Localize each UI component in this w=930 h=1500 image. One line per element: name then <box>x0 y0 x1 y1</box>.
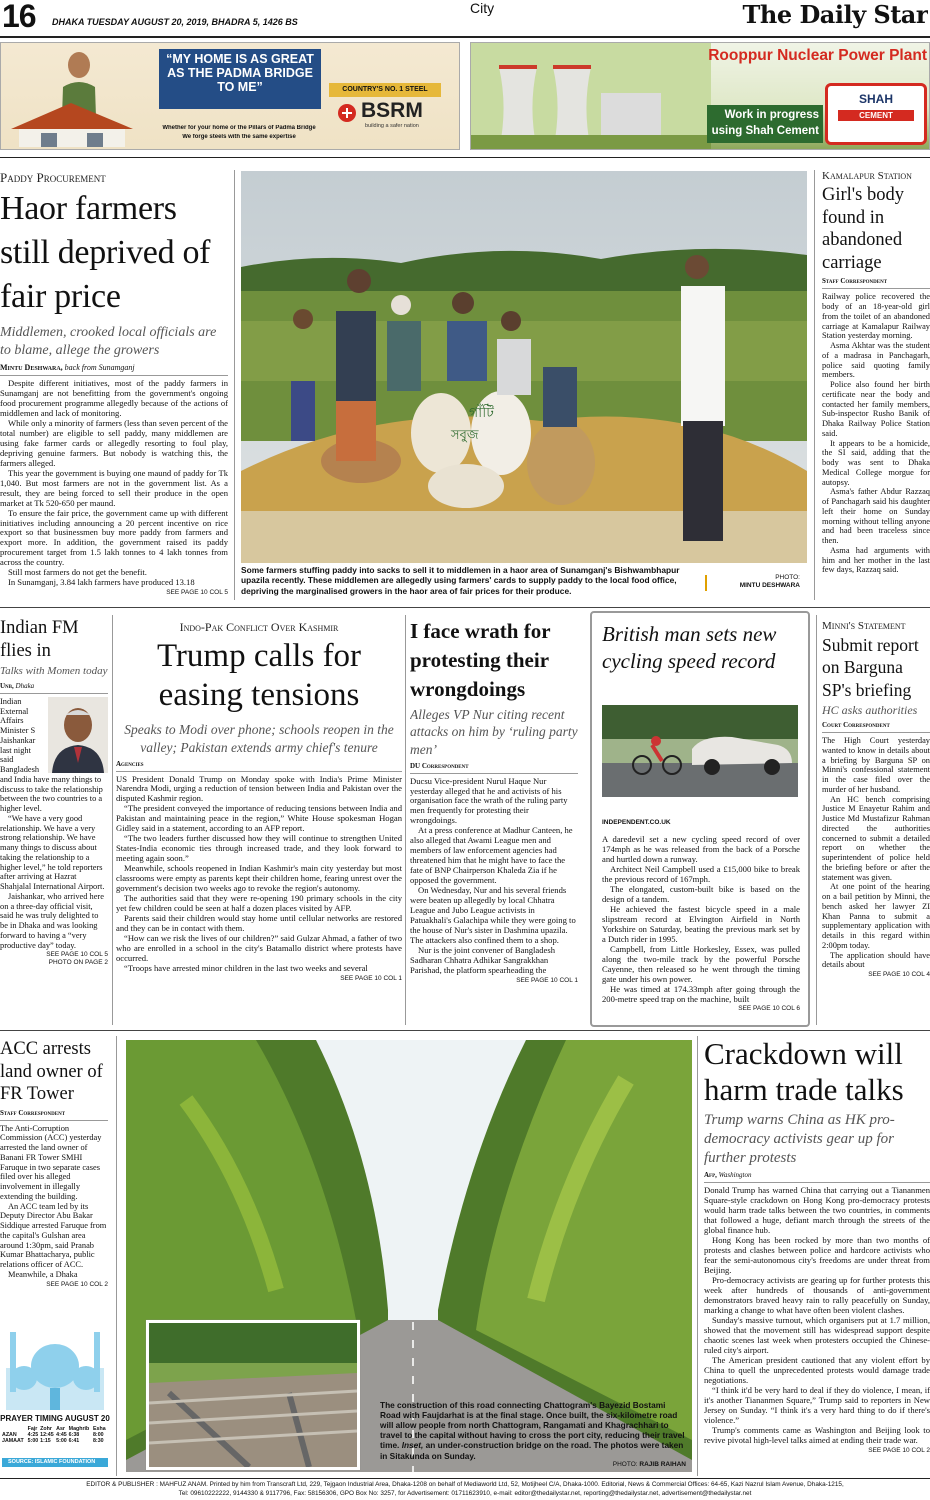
crackdown-para: “I think it'd be very hard to deal if they do violence, I mean, if it's another Tiananmen Square,” Trump said to reporters in New Jersey on Sunday. “I think it's a very hard thing to do if there's violence.” <box>704 1384 930 1425</box>
haor-para: In Sunamganj, 3.84 lakh farmers have produced 13.18 <box>8 577 195 588</box>
prayer-cell: 4:45 <box>56 1432 67 1438</box>
girl-story <box>822 170 930 602</box>
paddy-photo <box>241 171 807 563</box>
haor-para: While only a minority of farmers (less than seven percent of the total number) are eligible to sell paddy, many middlemen are using fake farmer cards or allegedly resorting to foul play, depriving genuine farmers. But nobody is watching this, the farmers alleged. <box>0 417 228 468</box>
nur-deck: Alleges VP Nur citing recent attacks on him by ‘ruling party men’ <box>410 706 578 757</box>
acc-para: The Anti-Corruption Commission (ACC) yesterday arrested the land owner of Banani FR Tower SMHI Faruque in two separate cases filed over his alleged involvement in illegally extending the building. <box>0 1123 102 1201</box>
road-credit-name: RAJIB RAIHAN <box>639 1461 686 1468</box>
crackdown-para: Pro-democracy activists are gearing up for further protests this week after hundreds of thousands of anti-government demonstrators braved heavy rain to rally peacefully on Sunday, marking a change to what have often been violent clashes. <box>704 1275 930 1316</box>
fm-rule <box>0 693 108 694</box>
prayer-cell: 1:15 <box>40 1438 51 1444</box>
haor-story <box>0 170 228 600</box>
nur-para: Ducsu Vice-president Nurul Haque Nur yesterday alleged that he and activists of his organisation face the wrath of the ruling party men frequently for protesting their wrongdoings. <box>410 775 568 826</box>
main-photo-caption: Some farmers stuffing paddy into sacks to sell it to middlemen in a haor area of Sunamganj's Bishwambhapur upazila recently. These middlemen are allegedly using farmers' cards to supply paddy to the local food office, depriving the marginalised growers in the haor area of fair prices for their produce. <box>241 565 680 596</box>
nur-story <box>410 617 578 1025</box>
bsrm-ad-slogan-box <box>159 49 321 109</box>
crackdown-para: The American president cautioned that any violent effort by China to quell the unprecedented protests would damage trade negotiations. <box>704 1354 930 1385</box>
haor-deck: Middlemen, crooked local officials are to blame, allege the growers <box>0 324 217 358</box>
girl-headline: Girl's body found in abandoned carriage <box>822 185 904 273</box>
minni-para: The High Court yesterday wanted to know in details about a briefing by Barguna SP on Minni's confessional statement in the case filed over the murder of her husband. <box>822 736 930 794</box>
fm-deck: Talks with Momen today <box>0 665 108 678</box>
acc-see-page: SEE PAGE 10 COL 2 <box>46 1280 108 1288</box>
fm-byline: Unb, Dhaka <box>0 681 35 690</box>
trump-para: Meanwhile, schools reopened in Indian Kashmir's main city yesterday but most classrooms were empty as parents kept their children home, fearing unrest over the government's decision two weeks ago to revoke the region's autonomy. <box>116 863 402 894</box>
acc-byline: Staff Correspondent <box>0 1108 66 1117</box>
power-plant-graphic <box>471 43 711 150</box>
fm-see-page: SEE PAGE 10 COL 5 <box>46 951 108 959</box>
trump-see-page: SEE PAGE 10 COL 1 <box>340 974 402 982</box>
prayer-cell: 8:30 <box>92 1438 104 1444</box>
minni-headline: Submit report on Barguna SP's briefing <box>822 635 919 700</box>
prayer-cell: 6:41 <box>68 1438 80 1444</box>
cycle-body <box>602 835 800 1012</box>
prayer-cell: 6:38 <box>68 1432 80 1438</box>
crackdown-story <box>704 1036 930 1476</box>
lower-rule <box>0 1030 930 1031</box>
nur-headline: I face wrath for protesting their wrongdoings <box>410 619 551 701</box>
nur-rule <box>410 773 578 774</box>
fm-headline: Indian FM flies in <box>0 618 79 661</box>
girl-rule <box>822 288 930 289</box>
minni-para: An HC bench comprising Justice M Enayetur Rahim and Justice Md Mustafizur Rahman directed the authorities concerned to submit a detailed report on whether the superintendent of police held the briefing before or after the statement was given. <box>822 794 930 882</box>
prayer-source: SOURCE: ISLAMIC FOUNDATION <box>2 1458 108 1467</box>
sack-text-2: সবুজ <box>451 428 479 443</box>
girl-para: It appears to be a homicide, the SI said, adding that the body was sent to Dhaka Medical College morgue for autopsy. <box>822 438 930 487</box>
haor-byline: Mintu Deshwara, back from Sunamganj <box>0 362 135 372</box>
acc-para: An ACC team led by its Deputy Director Abu Bakar Siddique arrested Faruque from the capital's Gulshan area around 1:30pm, said Pranab Kumar Bhattacharya, public relations officer of ACC. <box>0 1201 107 1270</box>
prayer-header-cell: Esha <box>92 1426 106 1432</box>
prayer-box <box>0 1318 110 1468</box>
prayer-cell: AZAN <box>2 1432 17 1438</box>
girl-byline: Staff Correspondent <box>822 277 888 286</box>
prayer-cell: 5:00 <box>56 1438 67 1444</box>
shah-logo-top: SHAH <box>858 92 893 106</box>
bsrm-ad-footnote-2: We forge steels with the same expertise <box>182 134 296 140</box>
masthead-logo: The Daily Star <box>742 0 928 29</box>
road-inset-photo <box>146 1320 360 1470</box>
girl-para: Asma Akhtar was the student of a madrasa in Panchagarh, police said quoting family members. <box>822 341 930 380</box>
girl-para: Asma's father Abdur Razzaq of Panchagarh said his daughter left their home on Sunday morning without telling anyone and had been traceless since then. <box>822 487 930 545</box>
haor-kicker: Paddy Procurement <box>0 170 106 185</box>
bsrm-ad <box>0 42 460 150</box>
nur-byline: DU Correspondent <box>410 761 469 770</box>
trump-headline: Trump calls for easing tensions <box>156 638 362 713</box>
cycle-see-page: SEE PAGE 10 COL 6 <box>738 1005 800 1013</box>
prayer-cell: 4:25 <box>27 1432 39 1438</box>
road-credit-label: PHOTO: <box>612 1461 638 1468</box>
bsrm-ad-brand: BSRM <box>361 99 423 122</box>
footer-rule <box>0 1478 930 1479</box>
col-rule <box>816 615 817 1025</box>
haor-byline-place: back from Sunamganj <box>64 362 135 372</box>
minni-kicker: Minni's Statement <box>822 620 906 632</box>
acc-para: Meanwhile, a Dhaka <box>8 1269 78 1279</box>
haor-para: To ensure the fair price, the government came up with different initiatives including announcing a 20 percent incentive on rice export so that businessmen buy more paddy from farmers and export more. In addition, the government raised its paddy procurement target from 1.5 lakh tonnes to 4 lakh tonnes from across the country. <box>0 507 228 568</box>
minni-rule <box>822 732 930 733</box>
prayer-header-cell: Maghrib <box>68 1426 90 1432</box>
haor-byline-name: Mintu Deshwara <box>0 362 61 372</box>
prayer-table <box>2 1426 108 1444</box>
minni-byline: Court Correspondent <box>822 721 890 730</box>
girl-kicker: Kamalapur Station <box>822 170 912 182</box>
acc-headline: ACC arrests land owner of FR Tower <box>0 1039 103 1105</box>
minni-see-page: SEE PAGE 10 COL 4 <box>868 971 930 979</box>
col-rule <box>814 170 815 600</box>
trump-para: “The two leaders further discussed how they will continue to strengthen United States-India economic ties through increased trade, and they look forward to meeting again soon.” <box>116 833 402 864</box>
bsrm-ad-house-graphic <box>1 89 141 147</box>
acc-rule <box>0 1120 108 1121</box>
trump-para: “Troops have arrested minor children in the last two weeks and several <box>124 962 368 973</box>
minni-para: At one point of the hearing on a bail petition by Minni, the bench asked her lawyer ZI Khan Panna to submit a supplementary application with details in this regard within 2:00pm today. <box>822 882 930 950</box>
minni-story <box>822 620 930 1025</box>
fm-photo-note: PHOTO ON PAGE 2 <box>48 959 108 967</box>
bsrm-ad-badge: COUNTRY'S NO. 1 STEEL <box>329 83 441 97</box>
fm-photo <box>48 697 108 773</box>
trump-para: “The president conveyed the importance of reducing tensions between India and Pakistan and maintaining peace in the region,” White House spokesman Hogan Gidley said in a statement, according to an AFP report. <box>116 803 402 834</box>
haor-see-page: SEE PAGE 10 COL 5 <box>166 589 228 597</box>
main-photo-credit-label: PHOTO: <box>775 574 800 581</box>
trump-rule <box>116 771 402 772</box>
bsrm-ad-brand-tag: building a safer nation <box>365 123 419 129</box>
fm-byline-place: Dhaka <box>15 681 35 690</box>
nur-para: On Wednesday, Nur and his several friends were beaten up allegedly by local Chhatra League and Jubo League activists in Patuakhali's Galachipa while they were going to the house of Nur's sister in Dashmina upazila. The attackers also confined them to a shop. <box>410 885 576 946</box>
road-caption-main: The construction of this road connecting Chattogram's Bayezid Bostami Road with Faujdarhat is at the final stage. Once built, the six-kilometre road will allow people from north Chattogram, Rangamati and Khagrachhari to travel to the capital without having to cross the port city, reducing their travel time. <box>380 1400 685 1451</box>
minni-para: The application should have details about <box>822 950 930 970</box>
trump-byline: Agencies <box>116 759 144 768</box>
cycle-para: He achieved the fastest bicycle speed in a male slipstream record at Elvington Airfield in North Yorkshire on Saturday, beating the previous mark set by a Dutch rider in 1995. <box>602 903 800 944</box>
page-header <box>0 0 930 38</box>
prayer-cell: 5:00 <box>27 1438 39 1444</box>
header-rule <box>0 36 930 38</box>
crackdown-deck: Trump warns China as HK pro-democracy activists gear up for further protests <box>704 1111 895 1167</box>
road-caption-inset: an under-construction bridge on the road. The photos were taken in Sitakunda on Sunday. <box>380 1440 684 1461</box>
fm-para: “We have a very good relationship. We have a very strong relationship. We have many things to discuss about taking the relationship to a higher level,” he told reporters after arriving at Hazrat Shahjalal International Airport. <box>0 813 105 892</box>
haor-para: Still most farmers do not get the benefit. <box>8 567 147 578</box>
road-caption-inset-label: Inset, <box>401 1440 424 1451</box>
shah-ad-line-2: using Shah Cement <box>711 125 819 137</box>
shah-ad-title: Rooppur Nuclear Power Plant <box>708 47 927 64</box>
crackdown-byline: Afp, Washington <box>704 1171 752 1180</box>
col-rule <box>405 615 406 1025</box>
prayer-header-cell: Asr <box>56 1426 65 1432</box>
crackdown-para: Sunday's massive turnout, which organisers put at 1.7 million, showed that the movement still has widespread support despite chaotic scenes last week when protesters occupied the Chinese-ruled city's airport. <box>704 1315 930 1355</box>
acc-story <box>0 1038 108 1313</box>
fm-lead: Indian External Affairs Minister S Jaishankar last night said Bangladesh and India have many things to discuss to take the relationship between the two countries to a higher level. <box>0 696 103 814</box>
mosque-icon <box>6 1318 104 1410</box>
prayer-cell: JAMAAT <box>2 1438 24 1444</box>
prayer-title: PRAYER TIMING AUGUST 20 <box>0 1414 110 1423</box>
cycle-para: Architect Neil Campbell used a £15,000 bike to break the previous record of 167mph. <box>602 863 800 884</box>
col-rule <box>697 1036 698 1476</box>
girl-para: Railway police recovered the body of an 18-year-old girl from the toilet of an abandoned carriage at Kamalapur Railway Station yesterday morning. <box>822 292 930 341</box>
minni-deck: HC asks authorities <box>822 703 918 718</box>
bsrm-logo-icon <box>337 103 357 123</box>
prayer-cell: 8:00 <box>92 1432 104 1438</box>
shah-cement-logo <box>825 83 927 145</box>
haor-rule <box>0 375 228 376</box>
prayer-header-cell: Zohr <box>40 1426 52 1432</box>
cycle-para: Campbell, from Little Horkesley, Essex, was pulled along the two-mile track by the powerful Porsche Cayenne, then released so he went through the timing gate under his own power. <box>602 943 800 984</box>
trump-story <box>116 620 402 1025</box>
footer-line-1: EDITOR & PUBLISHER : MAHFUZ ANAM. Printed by him from Transcraft Ltd, 229, Tejgaon Industrial Area, Dhaka-1208 on behalf of Mediaworld Ltd, 52, Motijheel C/A, Dhaka-1000. Editorial, News & Commercial Offices: 64-65, Kazi Nazrul Islam Avenue, Dhaka-1215, <box>86 1481 844 1488</box>
cycle-photo-credit: INDEPENDENT.CO.UK <box>602 819 671 826</box>
prayer-row <box>2 1438 108 1444</box>
crackdown-para: Donald Trump has warned China that carrying out a Tiananmen Square-style crackdown on Hong Kong pro-democracy protests would harm trade talks between the two countries, in comments that followed a huge, defiant march through the streets of the global finance hub. <box>704 1185 930 1236</box>
shah-ad-tagline-box <box>707 105 823 143</box>
haor-headline: Haor farmers still deprived of fair price <box>0 190 211 316</box>
road-caption <box>380 1400 686 1461</box>
fm-story <box>0 617 108 1032</box>
fm-byline-name: Unb <box>0 681 13 690</box>
haor-para: This year the government is buying one maund of paddy for Tk 1,040. But most farmers are not in the government list. As a result, they are being forced to sell their produce in the open market at Tk 520-650 per maund. <box>0 467 228 508</box>
road-credit <box>560 1461 686 1468</box>
nur-para: At a press conference at Madhur Canteen, he also alleged that Awami League men and members of law enforcement agencies had threatened him that he might have to face the fate of BNP Chairperson Khaleda Zia if he opposed the government. <box>410 825 573 886</box>
sack-text-1: গাঁটি <box>469 405 494 421</box>
haor-para: Despite different initiatives, most of the paddy farmers in Sunamganj are not benefitting from the government's ongoing food procurement programme allegedly because of the actions of middlemen and lack of monitoring. <box>0 377 228 418</box>
crackdown-para: Hong Kong has been rocked by more than two months of protests and clashes between police and hardcore activists who fear the semi-autonomous city's freedoms are under threat from Beijing. <box>704 1235 930 1276</box>
crackdown-rule <box>704 1182 930 1183</box>
crackdown-headline: Crackdown will harm trade talks <box>704 1036 904 1107</box>
ads-bottom-rule <box>0 157 930 158</box>
trump-para: The authorities said that they were re-opening 190 primary schools in the city yet few children could be seen at half a dozen places visited by AFP. <box>116 893 402 914</box>
crackdown-byline-place: Washington <box>718 1171 752 1180</box>
cycle-photo <box>602 705 798 797</box>
section-label: City <box>470 0 495 16</box>
girl-para: Asma had arguments with him and her mother in the last few days, Razzaq said. <box>822 545 930 575</box>
crackdown-para: Trump's comments came as Washington and Beijing look to revive pivotal high-level talks aimed at ending their trade war. <box>704 1424 930 1445</box>
main-photo-credit: MINTU DESHWARA <box>739 582 800 589</box>
cycle-story-box <box>590 611 810 1027</box>
prayer-cell: 12:45 <box>40 1432 54 1438</box>
crackdown-see-page: SEE PAGE 10 COL 2 <box>868 1446 930 1454</box>
trump-para: Parents said their children would stay home until cellular networks are restored and they can be in contact with them. <box>116 913 402 934</box>
col-rule <box>116 1036 117 1476</box>
cycle-para: He was timed at 174.33mph after going through the 200-metre speed trap on the machine, built <box>602 983 800 1004</box>
footer-line-2: Tel: 09610222222, 9144330 & 9117796, Fax: 58156306, GPO Box No: 3257, for Advertisement: 01711623910, e-mail: editor@thedailystar.net, reporting@thedailystar.net, advertisement@thedailystar.net <box>178 1490 752 1497</box>
crackdown-byline-name: Afp <box>704 1171 716 1180</box>
bsrm-ad-slogan: “MY HOME IS AS GREAT AS THE PADMA BRIDGE TO ME” <box>166 53 314 94</box>
trump-kicker: Indo-Pak Conflict Over Kashmir <box>179 620 339 634</box>
col-rule <box>112 615 113 1025</box>
cycle-para: The elongated, custom-built bike is based on the design of a tandem. <box>602 883 800 904</box>
caption-divider <box>705 575 707 591</box>
girl-para: Police also found her birth certificate near the body and contacted her family members, Sub-inspector Rusho Banik of Dhaka Railway Police Station said. <box>822 380 930 438</box>
trump-para: “How can we risk the lives of our children?” said Gulzar Ahmad, a father of two who are enrolled in a school in the city's Batamallo district where protests have occurred. <box>116 933 402 963</box>
bsrm-ad-footnote-1: Whether for your home or the Pillars of Padma Bridge <box>162 125 316 131</box>
col-rule <box>234 170 235 600</box>
shah-logo-bottom: CEMENT <box>838 110 914 121</box>
nur-see-page: SEE PAGE 10 COL 1 <box>516 976 578 984</box>
prayer-header-cell: Fajr <box>27 1426 38 1432</box>
trump-deck: Speaks to Modi over phone; schools reopen in the valley; Pakistan extends army chief's tenure <box>124 721 394 755</box>
cycle-para: A daredevil set a new cycling speed record of over 174mph as he was released from the back of a Porsche and hurtled down a runway. <box>602 835 800 864</box>
shah-ad-line-1: Work in progress <box>724 109 819 121</box>
page-number: 16 <box>2 0 36 34</box>
fm-para: Jaishankar, who arrived here on a three-day official visit, said he was truly delighted to be in Dhaka and was looking forward to having a “very productive day” today. <box>0 891 104 950</box>
mid-rule <box>0 607 930 608</box>
shah-cement-ad <box>470 42 930 150</box>
dateline: DHAKA TUESDAY AUGUST 20, 2019, BHADRA 5, 1426 BS <box>52 17 298 27</box>
trump-para: US President Donald Trump on Monday spoke with India's Prime Minister Narendra Modi, urging a reduction of tension between India and Pakistan over the disputed Kashmir region. <box>116 773 402 804</box>
nur-para: Nur is the joint convener of Bangladesh Sadharan Chhatra Adhikar Sangrakkhan Parishad, the platform spearheading the <box>410 945 555 975</box>
cycle-headline: British man sets new cycling speed record <box>602 622 777 674</box>
